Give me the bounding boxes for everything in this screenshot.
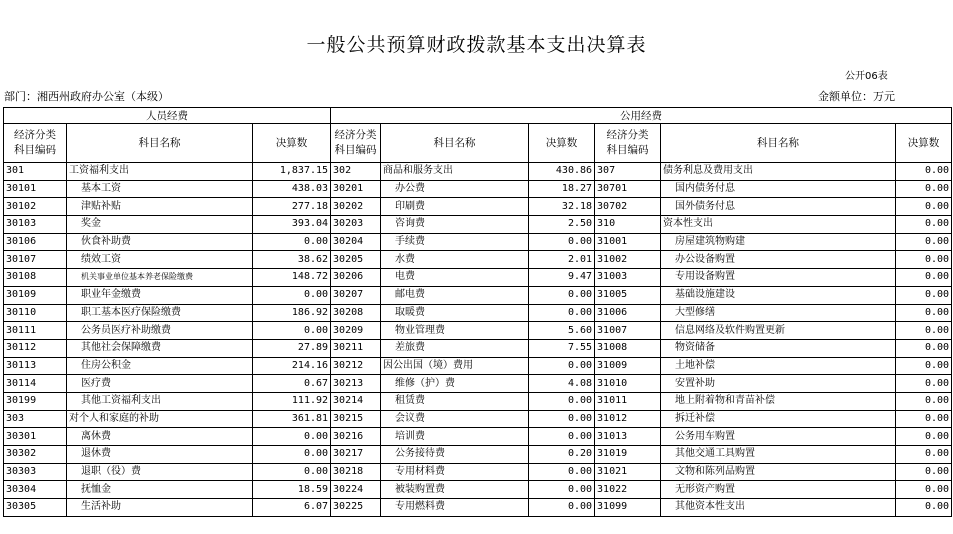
cell-amount: 186.92 xyxy=(253,304,331,322)
cell-code: 30217 xyxy=(331,446,381,464)
cell-code: 30103 xyxy=(4,216,67,234)
cell-code: 30202 xyxy=(331,198,381,216)
table-row xyxy=(4,357,952,375)
cell-code: 30112 xyxy=(4,339,67,357)
cell-code: 31005 xyxy=(595,286,661,304)
cell-code: 301 xyxy=(4,163,67,181)
cell-amount: 6.07 xyxy=(253,499,331,517)
cell-amount: 214.16 xyxy=(253,357,331,375)
cell-code: 30206 xyxy=(331,269,381,287)
cell-name: 其他社会保障缴费 xyxy=(67,339,253,357)
cell-amount: 0.00 xyxy=(896,428,952,446)
table-row xyxy=(4,304,952,322)
cell-amount: 0.00 xyxy=(253,446,331,464)
cell-name: 取暖费 xyxy=(381,304,529,322)
cell-name: 资本性支出 xyxy=(661,216,896,234)
cell-name: 其他资本性支出 xyxy=(661,499,896,517)
cell-code: 30111 xyxy=(4,322,67,340)
cell-code: 30216 xyxy=(331,428,381,446)
cell-name: 津贴补贴 xyxy=(67,198,253,216)
cell-name: 公务员医疗补助缴费 xyxy=(67,322,253,340)
cell-amount: 0.00 xyxy=(896,392,952,410)
cell-code: 30213 xyxy=(331,375,381,393)
department-label: 部门：湘西州政府办公室（本级） xyxy=(4,90,169,103)
cell-code: 30304 xyxy=(4,481,67,499)
cell-amount: 361.81 xyxy=(253,410,331,428)
cell-code: 31022 xyxy=(595,481,661,499)
cell-name: 公务用车购置 xyxy=(661,428,896,446)
cell-code: 303 xyxy=(4,410,67,428)
cell-code: 30214 xyxy=(331,392,381,410)
header-name: 科目名称 xyxy=(661,124,896,163)
cell-code: 30224 xyxy=(331,481,381,499)
cell-code: 30109 xyxy=(4,286,67,304)
cell-amount: 0.00 xyxy=(253,463,331,481)
cell-code: 30199 xyxy=(4,392,67,410)
cell-name: 专用材料费 xyxy=(381,463,529,481)
cell-code: 30110 xyxy=(4,304,67,322)
table-row xyxy=(4,286,952,304)
cell-name: 大型修缮 xyxy=(661,304,896,322)
cell-name: 房屋建筑物购建 xyxy=(661,233,896,251)
cell-name: 住房公积金 xyxy=(67,357,253,375)
cell-name: 地上附着物和青苗补偿 xyxy=(661,392,896,410)
cell-name: 伙食补助费 xyxy=(67,233,253,251)
cell-code: 30114 xyxy=(4,375,67,393)
cell-name: 职工基本医疗保险缴费 xyxy=(67,304,253,322)
cell-amount: 0.00 xyxy=(529,499,595,517)
cell-name: 印刷费 xyxy=(381,198,529,216)
cell-code: 31021 xyxy=(595,463,661,481)
cell-name: 物资储备 xyxy=(661,339,896,357)
cell-code: 30102 xyxy=(4,198,67,216)
cell-amount: 0.00 xyxy=(896,233,952,251)
cell-amount: 0.00 xyxy=(896,198,952,216)
expenditure-table xyxy=(3,107,952,517)
cell-code: 31019 xyxy=(595,446,661,464)
section-public: 公用经费 xyxy=(331,108,952,124)
table-row xyxy=(4,463,952,481)
cell-amount: 0.00 xyxy=(896,410,952,428)
cell-code: 302 xyxy=(331,163,381,181)
cell-code: 31003 xyxy=(595,269,661,287)
cell-amount: 0.00 xyxy=(253,428,331,446)
cell-name: 工资福利支出 xyxy=(67,163,253,181)
cell-amount: 0.00 xyxy=(896,463,952,481)
table-row xyxy=(4,322,952,340)
cell-amount: 1,837.15 xyxy=(253,163,331,181)
cell-name: 奖金 xyxy=(67,216,253,234)
cell-amount: 27.89 xyxy=(253,339,331,357)
cell-name: 专用燃料费 xyxy=(381,499,529,517)
cell-amount: 111.92 xyxy=(253,392,331,410)
section-personnel: 人员经费 xyxy=(4,108,331,124)
cell-amount: 32.18 xyxy=(529,198,595,216)
table-row xyxy=(4,233,952,251)
cell-amount: 0.00 xyxy=(896,481,952,499)
cell-name: 租赁费 xyxy=(381,392,529,410)
header-name: 科目名称 xyxy=(67,124,253,163)
cell-code: 30113 xyxy=(4,357,67,375)
cell-name: 文物和陈列品购置 xyxy=(661,463,896,481)
cell-name: 公务接待费 xyxy=(381,446,529,464)
cell-name: 被装购置费 xyxy=(381,481,529,499)
cell-amount: 0.00 xyxy=(529,357,595,375)
cell-name: 咨询费 xyxy=(381,216,529,234)
cell-code: 30107 xyxy=(4,251,67,269)
cell-amount: 2.01 xyxy=(529,251,595,269)
cell-name: 对个人和家庭的补助 xyxy=(67,410,253,428)
cell-amount: 4.08 xyxy=(529,375,595,393)
cell-amount: 0.00 xyxy=(896,322,952,340)
cell-amount: 18.27 xyxy=(529,180,595,198)
cell-code: 30106 xyxy=(4,233,67,251)
cell-name: 拆迁补偿 xyxy=(661,410,896,428)
cell-amount: 0.00 xyxy=(896,499,952,517)
cell-code: 30211 xyxy=(331,339,381,357)
cell-amount: 0.00 xyxy=(896,216,952,234)
cell-code: 30701 xyxy=(595,180,661,198)
table-row xyxy=(4,269,952,287)
report-title: 一般公共预算财政拨款基本支出决算表 xyxy=(306,34,647,56)
cell-code: 30204 xyxy=(331,233,381,251)
cell-code: 31013 xyxy=(595,428,661,446)
cell-name: 因公出国（境）费用 xyxy=(381,357,529,375)
cell-name: 商品和服务支出 xyxy=(381,163,529,181)
cell-amount: 0.20 xyxy=(529,446,595,464)
header-amount: 决算数 xyxy=(896,124,952,163)
unit-label: 金额单位：万元 xyxy=(818,90,895,103)
cell-amount: 5.60 xyxy=(529,322,595,340)
cell-name: 手续费 xyxy=(381,233,529,251)
cell-code: 30225 xyxy=(331,499,381,517)
cell-code: 30305 xyxy=(4,499,67,517)
cell-code: 30209 xyxy=(331,322,381,340)
table-row xyxy=(4,339,952,357)
cell-code: 30108 xyxy=(4,269,67,287)
cell-amount: 0.00 xyxy=(896,180,952,198)
cell-amount: 0.00 xyxy=(529,481,595,499)
cell-code: 30702 xyxy=(595,198,661,216)
header-code: 经济分类 科目编码 xyxy=(595,124,661,163)
cell-amount: 9.47 xyxy=(529,269,595,287)
header-row xyxy=(4,124,952,163)
cell-name: 办公费 xyxy=(381,180,529,198)
table-row xyxy=(4,375,952,393)
cell-amount: 0.00 xyxy=(253,233,331,251)
cell-amount: 393.04 xyxy=(253,216,331,234)
cell-amount: 0.00 xyxy=(896,339,952,357)
cell-code: 31001 xyxy=(595,233,661,251)
cell-code: 30218 xyxy=(331,463,381,481)
cell-name: 基础设施建设 xyxy=(661,286,896,304)
cell-name: 无形资产购置 xyxy=(661,481,896,499)
cell-code: 30301 xyxy=(4,428,67,446)
cell-code: 31006 xyxy=(595,304,661,322)
cell-amount: 0.00 xyxy=(529,463,595,481)
cell-code: 30207 xyxy=(331,286,381,304)
cell-amount: 148.72 xyxy=(253,269,331,287)
cell-name: 会议费 xyxy=(381,410,529,428)
cell-code: 30303 xyxy=(4,463,67,481)
cell-code: 310 xyxy=(595,216,661,234)
header-amount: 决算数 xyxy=(529,124,595,163)
cell-name: 离休费 xyxy=(67,428,253,446)
cell-code: 31009 xyxy=(595,357,661,375)
cell-amount: 0.00 xyxy=(529,286,595,304)
cell-name: 绩效工资 xyxy=(67,251,253,269)
cell-amount: 0.00 xyxy=(896,375,952,393)
cell-code: 30201 xyxy=(331,180,381,198)
cell-name: 基本工资 xyxy=(67,180,253,198)
cell-amount: 18.59 xyxy=(253,481,331,499)
cell-amount: 0.00 xyxy=(896,251,952,269)
cell-amount: 0.67 xyxy=(253,375,331,393)
cell-code: 30203 xyxy=(331,216,381,234)
cell-amount: 0.00 xyxy=(529,428,595,446)
cell-name: 办公设备购置 xyxy=(661,251,896,269)
cell-name: 水费 xyxy=(381,251,529,269)
cell-amount: 0.00 xyxy=(253,322,331,340)
header-amount: 决算数 xyxy=(253,124,331,163)
cell-name: 电费 xyxy=(381,269,529,287)
cell-code: 307 xyxy=(595,163,661,181)
cell-code: 30215 xyxy=(331,410,381,428)
cell-name: 信息网络及软件购置更新 xyxy=(661,322,896,340)
cell-name: 安置补助 xyxy=(661,375,896,393)
header-code: 经济分类 科目编码 xyxy=(4,124,67,163)
cell-amount: 0.00 xyxy=(896,269,952,287)
cell-name: 债务利息及费用支出 xyxy=(661,163,896,181)
cell-code: 31007 xyxy=(595,322,661,340)
cell-code: 31002 xyxy=(595,251,661,269)
table-row xyxy=(4,180,952,198)
cell-name: 专用设备购置 xyxy=(661,269,896,287)
table-row xyxy=(4,216,952,234)
cell-amount: 0.00 xyxy=(896,357,952,375)
cell-amount: 0.00 xyxy=(896,446,952,464)
table-number: 公开06表 xyxy=(845,71,888,82)
table-row xyxy=(4,410,952,428)
cell-name: 抚恤金 xyxy=(67,481,253,499)
cell-name: 邮电费 xyxy=(381,286,529,304)
cell-amount: 38.62 xyxy=(253,251,331,269)
cell-name: 其他交通工具购置 xyxy=(661,446,896,464)
cell-code: 31011 xyxy=(595,392,661,410)
table-row xyxy=(4,428,952,446)
cell-amount: 0.00 xyxy=(896,163,952,181)
cell-name: 差旅费 xyxy=(381,339,529,357)
cell-code: 30101 xyxy=(4,180,67,198)
cell-amount: 0.00 xyxy=(896,286,952,304)
cell-name: 国内债务付息 xyxy=(661,180,896,198)
cell-name: 培训费 xyxy=(381,428,529,446)
cell-amount: 0.00 xyxy=(896,304,952,322)
cell-code: 30208 xyxy=(331,304,381,322)
table-row xyxy=(4,251,952,269)
table-row xyxy=(4,163,952,181)
cell-name: 土地补偿 xyxy=(661,357,896,375)
cell-amount: 2.50 xyxy=(529,216,595,234)
cell-name: 其他工资福利支出 xyxy=(67,392,253,410)
table-row xyxy=(4,446,952,464)
cell-amount: 0.00 xyxy=(529,392,595,410)
cell-name: 国外债务付息 xyxy=(661,198,896,216)
cell-code: 31012 xyxy=(595,410,661,428)
cell-name: 退休费 xyxy=(67,446,253,464)
header-code: 经济分类 科目编码 xyxy=(331,124,381,163)
cell-amount: 438.03 xyxy=(253,180,331,198)
cell-amount: 277.18 xyxy=(253,198,331,216)
table-row xyxy=(4,481,952,499)
cell-code: 31008 xyxy=(595,339,661,357)
cell-amount: 7.55 xyxy=(529,339,595,357)
cell-code: 31010 xyxy=(595,375,661,393)
cell-amount: 430.86 xyxy=(529,163,595,181)
cell-code: 30212 xyxy=(331,357,381,375)
cell-amount: 0.00 xyxy=(529,233,595,251)
cell-code: 30302 xyxy=(4,446,67,464)
table-row xyxy=(4,499,952,517)
table-row xyxy=(4,198,952,216)
header-name: 科目名称 xyxy=(381,124,529,163)
cell-name: 生活补助 xyxy=(67,499,253,517)
cell-name: 退职（役）费 xyxy=(67,463,253,481)
cell-name: 职业年金缴费 xyxy=(67,286,253,304)
cell-code: 30205 xyxy=(331,251,381,269)
cell-name: 机关事业单位基本养老保险缴费 xyxy=(67,269,253,287)
cell-amount: 0.00 xyxy=(529,304,595,322)
cell-name: 物业管理费 xyxy=(381,322,529,340)
table-row xyxy=(4,392,952,410)
cell-name: 维修（护）费 xyxy=(381,375,529,393)
cell-name: 医疗费 xyxy=(67,375,253,393)
cell-code: 31099 xyxy=(595,499,661,517)
cell-amount: 0.00 xyxy=(253,286,331,304)
cell-amount: 0.00 xyxy=(529,410,595,428)
